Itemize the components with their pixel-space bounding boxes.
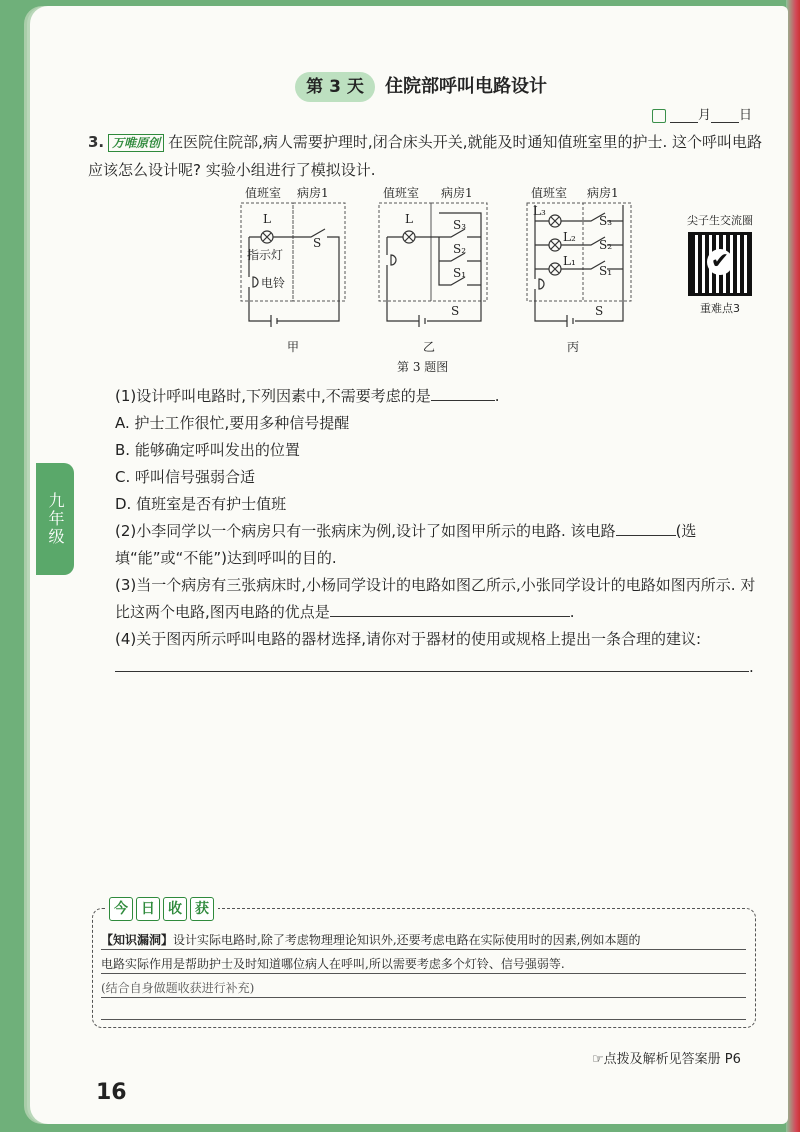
option-a: A. 护士工作很忙,要用多种信号提醒	[115, 414, 350, 432]
battery-icon	[419, 315, 425, 327]
fig-yi-name: 乙	[423, 340, 436, 354]
bell-icon	[391, 255, 396, 265]
question-number: 3.	[88, 133, 105, 151]
option-c: C. 呼叫信号强弱合适	[115, 468, 256, 486]
fig-bing-s1: S₁	[599, 264, 613, 278]
fig-jia-name: 甲	[287, 340, 300, 354]
subquestion-3: (3)当一个病房有三张病床时,小杨同学设计的电路如图乙所示,小张同学设计的电路如图丙所示. 对比这两个电路,图丙电路的优点是 .	[115, 576, 756, 621]
page-title: 住院部呼叫电路设计	[385, 76, 547, 97]
fig-bing-room-left: 值班室	[531, 186, 568, 200]
fig-bing-l1: L₁	[563, 254, 576, 268]
day-label: 第 3 天	[295, 72, 375, 102]
fig-bing-l2: L₂	[563, 230, 576, 244]
fig-yi-s2: S₂	[453, 242, 467, 256]
fig-yi-main-switch: S	[451, 304, 460, 318]
fig-bing-name: 丙	[567, 340, 580, 354]
qr-code-block[interactable]	[680, 212, 760, 316]
bell-icon	[253, 277, 258, 287]
fig-bing-l3: L₃	[533, 204, 546, 218]
page-edge	[786, 0, 800, 1132]
fig-yi-room-right: 病房1	[441, 186, 473, 200]
summary-line-4[interactable]	[101, 1001, 746, 1020]
summary-line-3[interactable]: (结合自身做题收获进行补充)	[101, 979, 746, 998]
battery-icon	[567, 315, 573, 327]
subquestion-2: (2)小李同学以一个病房只有一张病床为例,设计了如图甲所示的电路. 该电路 (选填“能”或“不能”)达到呼叫的目的.	[115, 518, 765, 572]
summary-line-1: 【知识漏洞】设计实际电路时,除了考虑物理理论知识外,还要考虑电路在实际使用时的因素,例如本题的	[101, 931, 746, 950]
circuit-figures	[235, 185, 635, 375]
battery-icon	[271, 315, 277, 327]
fig-bing-s3: S₃	[599, 214, 613, 228]
calendar-icon	[652, 109, 666, 123]
option-b: B. 能够确定呼叫发出的位置	[115, 441, 300, 459]
fig-bing-s2: S₂	[599, 238, 613, 252]
question-tag: 万唯原创	[108, 134, 164, 152]
fig-jia-switch-label: S	[313, 236, 322, 250]
answer-blank[interactable]	[115, 655, 749, 672]
fig-jia-room-right: 病房1	[297, 186, 329, 200]
subquestion-4-answer: .	[115, 654, 765, 681]
fig-yi-room-left: 值班室	[383, 186, 420, 200]
fig-yi-s1: S₁	[453, 266, 467, 280]
date-field	[652, 104, 752, 123]
fig-jia-indicator: 指示灯	[247, 248, 284, 262]
fig-bing-main-switch: S	[595, 304, 604, 318]
circuit-figure-bing	[527, 185, 631, 354]
answer-blank[interactable]	[330, 600, 570, 617]
fig-bing-room-right: 病房1	[587, 186, 619, 200]
subquestion-4: (4)关于图丙所示呼叫电路的器材选择,请你对于器材的使用或规格上提出一条合理的建议:	[115, 630, 702, 648]
fig-yi-s3: S₃	[453, 218, 467, 232]
answer-blank[interactable]	[431, 384, 495, 401]
subquestion-1: (1)设计呼叫电路时,下列因素中,不需要考虑的是 .	[115, 383, 765, 410]
answer-reference-note: ☞点拨及解析见答案册 P6	[592, 1052, 741, 1067]
answer-blank[interactable]	[616, 519, 676, 536]
question-stem	[88, 128, 768, 184]
date-month: 月	[698, 108, 712, 123]
qr-caption: 重难点3	[700, 302, 740, 315]
bell-icon	[539, 279, 544, 289]
figure-caption: 第 3 题图	[397, 360, 449, 374]
fig-yi-lamp-label: L	[405, 212, 413, 226]
date-day: 日	[739, 108, 753, 123]
daily-summary-box	[92, 901, 756, 1028]
circuit-figure-yi	[379, 185, 487, 354]
page-number: 16	[96, 1080, 127, 1105]
summary-badges: 今 日 收 获	[105, 897, 218, 921]
qr-code-icon[interactable]	[688, 232, 752, 296]
question-text: 在医院住院部,病人需要护理时,闭合床头开关,就能及时通知值班室里的护士. 这个呼叫电路应该怎么设计呢? 实验小组进行了模拟设计.	[88, 133, 763, 179]
summary-line-2: 电路实际作用是帮助护士及时知道哪位病人在呼叫,所以需要考虑多个灯铃、信号强弱等.	[101, 955, 746, 974]
fig-jia-lamp-label: L	[263, 212, 271, 226]
circuit-figure-jia	[241, 185, 345, 354]
option-d: D. 值班室是否有护士值班	[115, 495, 287, 513]
fig-jia-room-left: 值班室	[245, 186, 282, 200]
grade-side-tab: 九年级	[36, 463, 74, 575]
fig-jia-bell: 电铃	[261, 276, 286, 290]
qr-title: 尖子生交流圈	[687, 214, 753, 227]
